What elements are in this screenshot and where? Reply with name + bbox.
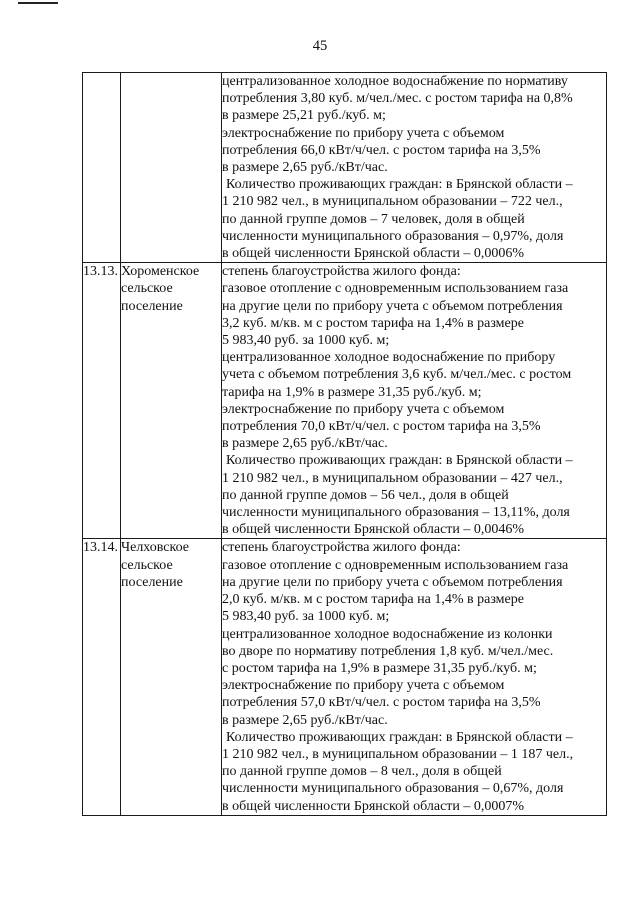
description-line: Количество проживающих граждан: в Брянской области – — [226, 729, 573, 745]
settlement-name-line: поселение — [121, 298, 183, 314]
description-line: с ростом тарифа на 1,9% в размере 31,35 руб./куб. м; — [222, 660, 537, 676]
description-line: по данной группе домов – 8 чел., доля в общей — [222, 764, 502, 780]
description-line: электроснабжение по прибору учета с объемом — [222, 678, 505, 694]
description-line: электроснабжение по прибору учета с объемом — [222, 125, 505, 141]
description-line: численности муниципального образования – 0,97%, доля — [222, 228, 564, 244]
description-line: 5 983,40 руб. за 1000 куб. м; — [222, 609, 390, 625]
tariff-table — [82, 72, 607, 816]
description-line: численности муниципального образования – 13,11%, доля — [222, 505, 570, 521]
description-cell — [222, 73, 607, 263]
description-line: 2,0 куб. м/кв. м с ростом тарифа на 1,4% в размере — [222, 592, 524, 608]
description-cell — [222, 539, 607, 815]
description-line: на другие цели по прибору учета с объемом потребления — [222, 574, 563, 590]
description-line: 1 210 982 чел., в муниципальном образовании – 427 чел., — [222, 470, 563, 486]
page-number: 45 — [312, 38, 328, 54]
description-line: газовое отопление с одновременным использованием газа — [222, 281, 569, 297]
description-line: Количество проживающих граждан: в Брянской области – — [226, 177, 573, 193]
description-line: тарифа на 1,9% в размере 31,35 руб./куб. м; — [222, 384, 482, 400]
description-line: потребления 3,80 куб. м/чел./мес. с ростом тарифа на 0,8% — [222, 91, 573, 107]
row-number: 13.14. — [83, 539, 121, 815]
description-line: централизованное холодное водоснабжение по прибору — [222, 350, 556, 366]
row-number — [83, 73, 121, 263]
description-cell — [222, 263, 607, 539]
description-line: во дворе по нормативу потребления 1,8 куб. м/чел./мес. — [222, 643, 554, 659]
settlement-name-line: Челховское — [121, 540, 189, 556]
description-line: в размере 25,21 руб./куб. м; — [222, 108, 386, 124]
description-line: 1 210 982 чел., в муниципальном образовании – 1 187 чел., — [222, 746, 574, 762]
description-line: степень благоустройства жилого фонда: — [222, 540, 461, 556]
description-line: централизованное холодное водоснабжение из колонки — [222, 626, 553, 642]
description-line: степень благоустройства жилого фонда: — [222, 264, 461, 280]
description-line: учета с объемом потребления 3,6 куб. м/чел./мес. с ростом — [222, 367, 572, 383]
description-line: в общей численности Брянской области – 0,0007% — [222, 798, 525, 814]
description-line: газовое отопление с одновременным использованием газа — [222, 557, 569, 573]
description-line: на другие цели по прибору учета с объемом потребления — [222, 298, 563, 314]
description-line: электроснабжение по прибору учета с объемом — [222, 401, 505, 417]
description-line: централизованное холодное водоснабжение по нормативу — [222, 74, 568, 89]
table-row — [83, 263, 607, 539]
description-line: в общей численности Брянской области – 0,0006% — [222, 246, 525, 262]
settlement-name — [121, 539, 222, 815]
description-line: по данной группе домов – 56 чел., доля в общей — [222, 487, 509, 503]
description-line: в размере 2,65 руб./кВт/час. — [222, 436, 388, 452]
table-row — [83, 539, 607, 815]
row-number: 13.13. — [83, 263, 121, 539]
settlement-name — [121, 73, 222, 263]
description-line: в размере 2,65 руб./кВт/час. — [222, 712, 388, 728]
settlement-name-line: поселение — [121, 574, 183, 590]
description-line: по данной группе домов – 7 человек, доля в общей — [222, 211, 525, 227]
description-line: потребления 70,0 кВт/ч/чел. с ростом тарифа на 3,5% — [222, 419, 541, 435]
description-line: в общей численности Брянской области – 0,0046% — [222, 522, 525, 538]
description-line: 1 210 982 чел., в муниципальном образовании – 722 чел., — [222, 194, 563, 210]
description-line: в размере 2,65 руб./кВт/час. — [222, 160, 388, 176]
description-line: потребления 66,0 кВт/ч/чел. с ростом тарифа на 3,5% — [222, 142, 541, 158]
description-line: 5 983,40 руб. за 1000 куб. м; — [222, 333, 390, 349]
settlement-name-line: сельское — [121, 281, 173, 297]
table-row — [83, 73, 607, 263]
scan-corner-mark — [18, 2, 58, 4]
description-line: потребления 57,0 кВт/ч/чел. с ростом тарифа на 3,5% — [222, 695, 541, 711]
settlement-name-line: Хороменское — [121, 264, 200, 280]
description-line: Количество проживающих граждан: в Брянской области – — [226, 453, 573, 469]
description-line: численности муниципального образования – 0,67%, доля — [222, 781, 564, 797]
description-line: 3,2 куб. м/кв. м с ростом тарифа на 1,4% в размере — [222, 315, 524, 331]
settlement-name — [121, 263, 222, 539]
settlement-name-line: сельское — [121, 557, 173, 573]
